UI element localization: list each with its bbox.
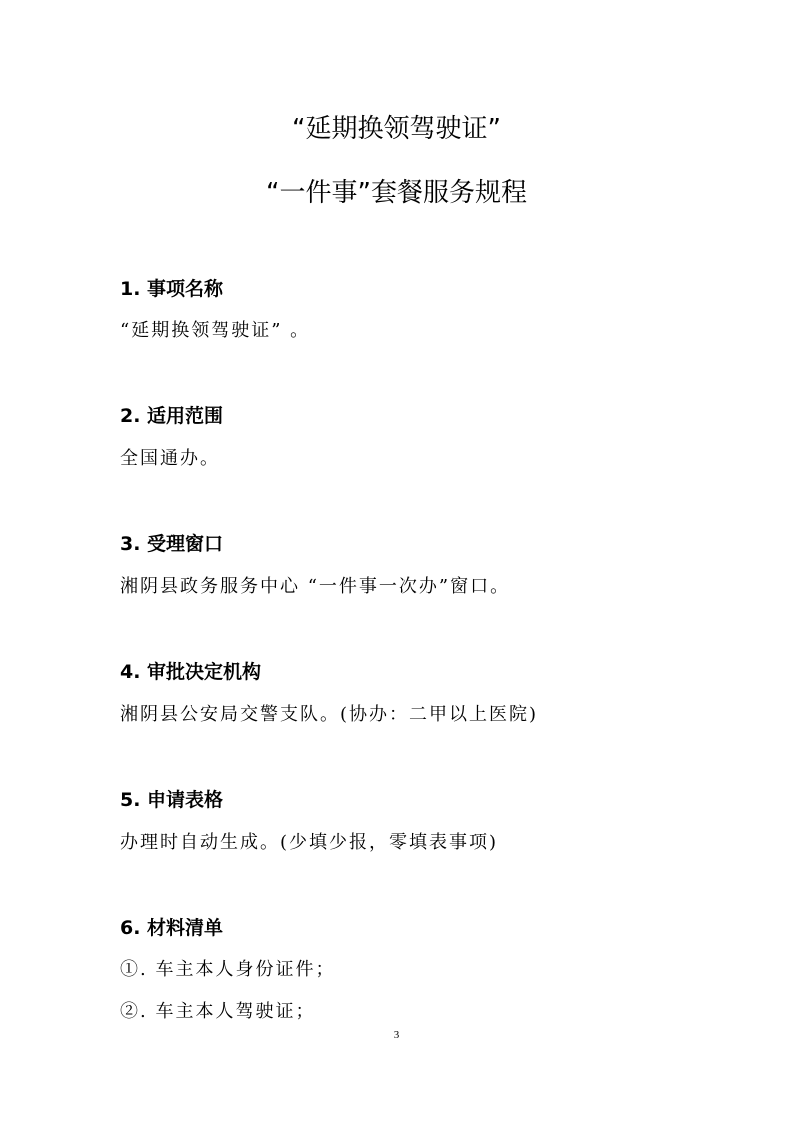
section-heading-authority: 4. 审批决定机构 <box>120 661 262 683</box>
document-title-line-1: “延期换领驾驶证” <box>292 114 501 144</box>
section-text-authority: 湘阴县公安局交警支队。(协办：二甲以上医院) <box>120 704 539 725</box>
material-item-2: ②. 车主本人驾驶证； <box>120 1001 316 1022</box>
section-heading-forms: 5. 申请表格 <box>120 789 224 811</box>
section-text-window: 湘阴县政务服务中心 “一件事一次办”窗口。 <box>120 576 511 597</box>
section-text-item-name: “延期换领驾驶证” 。 <box>120 320 311 341</box>
section-text-scope: 全国通办。 <box>120 448 220 469</box>
page-number: 3 <box>393 1029 400 1041</box>
section-heading-scope: 2. 适用范围 <box>120 405 224 427</box>
document-title-line-2: “一件事”套餐服务规程 <box>266 178 527 208</box>
section-heading-window: 3. 受理窗口 <box>120 533 224 555</box>
section-heading-item-name: 1. 事项名称 <box>120 278 224 300</box>
section-text-forms: 办理时自动生成。(少填少报，零填表事项) <box>120 832 499 853</box>
section-heading-materials: 6. 材料清单 <box>120 917 224 939</box>
material-item-1: ①. 车主本人身份证件； <box>120 959 336 980</box>
